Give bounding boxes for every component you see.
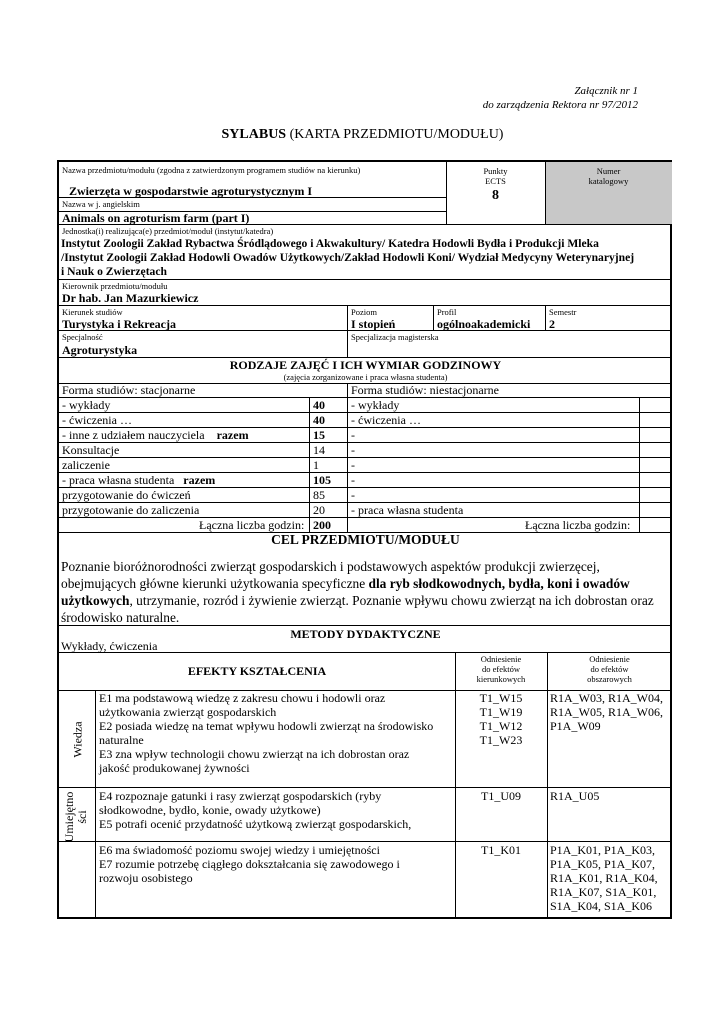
- semester-label: Semestr: [549, 307, 577, 317]
- hours-row-left: - wykłady: [62, 398, 111, 412]
- level-label: Poziom: [351, 307, 377, 317]
- profile-label: Profil: [437, 307, 457, 317]
- methods-heading: METODY DYDAKTYCZNE: [290, 627, 441, 641]
- total-hours-label-part: Łączna liczba godzin:: [525, 518, 631, 532]
- title-rest: (KARTA PRZEDMIOTU/MODUŁU): [286, 127, 504, 142]
- head-value: Dr hab. Jan Mazurkiewicz: [62, 291, 199, 305]
- outcomes-heading: EFEKTY KSZTAŁCENIA: [187, 664, 327, 678]
- skills-area-refs: R1A_U05: [550, 789, 600, 803]
- part-time-label: Forma studiów: niestacjonarne: [351, 383, 499, 397]
- hours-row-right: - praca własna studenta: [351, 503, 464, 517]
- field-label: Kierunek studiów: [62, 307, 123, 317]
- total-hours-label: Łączna liczba godzin:: [199, 518, 305, 532]
- title-bold: SYLABUS: [221, 127, 287, 142]
- hours-row-value: 105: [313, 473, 331, 487]
- hours-row-value: 15: [313, 428, 325, 442]
- hours-row-right: -: [351, 458, 355, 472]
- hours-row-right: -: [351, 488, 355, 502]
- area-outcomes-ref-header: Odniesienie do efektów obszarowych: [587, 654, 632, 684]
- competence-outcomes: E6 ma świadomość poziomu swojej wiedzy i umiejętności E7 rozumie potrzebę ciągłego dokształcania się zawodowego i rozwoju osobistego: [99, 843, 400, 885]
- hours-row-right: - wykłady: [351, 398, 400, 412]
- hours-row-left: - inne z udziałem nauczyciela razem: [62, 428, 249, 442]
- field-value: Turystyka i Rekreacja: [62, 317, 176, 331]
- head-label: Kierownik przedmiotu/modułu: [62, 281, 168, 291]
- course-outcomes-ref-header: Odniesienie do efektów kierunkowych: [476, 654, 526, 684]
- hours-row-value: 14: [313, 443, 325, 457]
- english-name-label: Nazwa w j. angielskim: [62, 199, 140, 209]
- hours-subheading: (zajęcia zorganizowane i praca własna studenta): [283, 372, 448, 382]
- hours-row-left: przygotowanie do ćwiczeń: [62, 488, 191, 502]
- full-time-label: Forma studiów: stacjonarne: [62, 383, 196, 397]
- skills-course-refs: T1_U09: [481, 789, 521, 803]
- hours-row-left: - ćwiczenia …: [62, 413, 132, 427]
- hours-row-left: przygotowanie do zaliczenia: [62, 503, 200, 517]
- level-value: I stopień: [351, 317, 396, 331]
- hours-row-right: -: [351, 428, 355, 442]
- semester-value: 2: [549, 317, 555, 331]
- syllabus-table: [57, 160, 672, 919]
- knowledge-outcomes: E1 ma podstawową wiedzę z zakresu chowu i hodowli oraz użytkowania zwierząt gospodarskich E2 posiada wiedzę na temat wpływu hodowli zwierząt na środowisko naturalne E3 zna wpływ technologii chowu zwierząt na ich dobrostan oraz jakość produkowanej żywności: [99, 691, 434, 775]
- master-spec-label: Specjalizacja magisterska: [351, 332, 439, 342]
- goal-heading: CEL PRZEDMIOTU/MODUŁU: [271, 532, 460, 547]
- hours-row-right: - ćwiczenia …: [351, 413, 421, 427]
- goal-text: Poznanie bioróżnorodności zwierząt gospodarskich i podstawowych aspektów produkcji zwierzęcej, obejmujących główne kierunki użytkowania specyficzne dla ryb słodkowodnych, bydła, koni i owadów użytkowych, utrzymanie, rozród i żywienie zwierząt. Poznanie wpływu chowu zwierząt na ich dobrostan oraz środowisko naturalne.: [61, 559, 654, 625]
- hours-row-left: Konsultacje: [62, 443, 120, 457]
- knowledge-course-refs: T1_W15 T1_W19 T1_W12 T1_W23: [479, 691, 523, 747]
- knowledge-label: Wiedza: [70, 721, 85, 758]
- hours-row-value: 40: [313, 413, 325, 427]
- catalog-label: Numer katalogowy: [588, 166, 629, 186]
- unit-value: Instytut Zoologii Zakład Rybactwa Śródlądowego i Akwakultury/ Katedra Hodowli Bydła i Produkcji Mleka /Instytut Zoologii Zakład Hodowli Owadów Użytkowych/Zakład Hodowli Koni/ Wydział Medycyny Weterynaryjnej i Nauk o Zwierzętach: [61, 237, 635, 278]
- competence-course-refs: T1_K01: [481, 843, 521, 857]
- profile-value: ogólnoakademicki: [437, 317, 531, 331]
- module-name-value: Zwierzęta w gospodarstwie agroturystycznym I: [69, 184, 313, 198]
- total-hours-value: 200: [313, 518, 331, 532]
- competence-area-refs: P1A_K01, P1A_K03, P1A_K05, P1A_K07, R1A_K01, R1A_K04, R1A_K07, S1A_K01, S1A_K04, S1A_K06: [550, 843, 658, 913]
- specialty-value: Agroturystyka: [62, 343, 138, 357]
- hours-row-value: 1: [313, 458, 319, 472]
- unit-label: Jednostka(i) realizująca(e) przedmiot/moduł (instytut/katedra): [62, 226, 274, 236]
- english-name-value: Animals on agroturism farm (part I): [62, 211, 250, 225]
- hours-heading: RODZAJE ZAJĘĆ I ICH WYMIAR GODZINOWY: [229, 358, 502, 372]
- hours-row-right: -: [351, 473, 355, 487]
- regulation-reference: do zarządzenia Rektora nr 97/2012: [482, 99, 638, 111]
- hours-row-left: - praca własna studenta razem: [62, 473, 216, 487]
- skills-label: Umiejętno ści: [62, 791, 89, 843]
- ects-label: Punkty ECTS: [483, 166, 508, 186]
- knowledge-area-refs: R1A_W03, R1A_W04, R1A_W05, R1A_W06, P1A_W09: [550, 691, 663, 733]
- page-title: [0, 127, 725, 143]
- methods-value: Wykłady, ćwiczenia: [61, 639, 158, 653]
- hours-row-value: 20: [313, 503, 325, 517]
- hours-row-value: 85: [313, 488, 325, 502]
- ects-value: 8: [492, 188, 499, 203]
- hours-row-left: zaliczenie: [62, 458, 110, 472]
- skills-outcomes: E4 rozpoznaje gatunki i rasy zwierząt gospodarskich (ryby słodkowodne, bydło, konie, owady użytkowe) E5 potrafi ocenić przydatność użytkową zwierząt gospodarskich,: [99, 789, 412, 831]
- attachment-number: Załącznik nr 1: [574, 85, 638, 97]
- document-header: [483, 84, 638, 112]
- hours-row-right: -: [351, 443, 355, 457]
- specialty-label: Specjalność: [62, 332, 103, 342]
- hours-row-value: 40: [313, 398, 325, 412]
- module-name-label: Nazwa przedmiotu/modułu (zgodna z zatwierdzonym programem studiów na kierunku): [62, 165, 361, 175]
